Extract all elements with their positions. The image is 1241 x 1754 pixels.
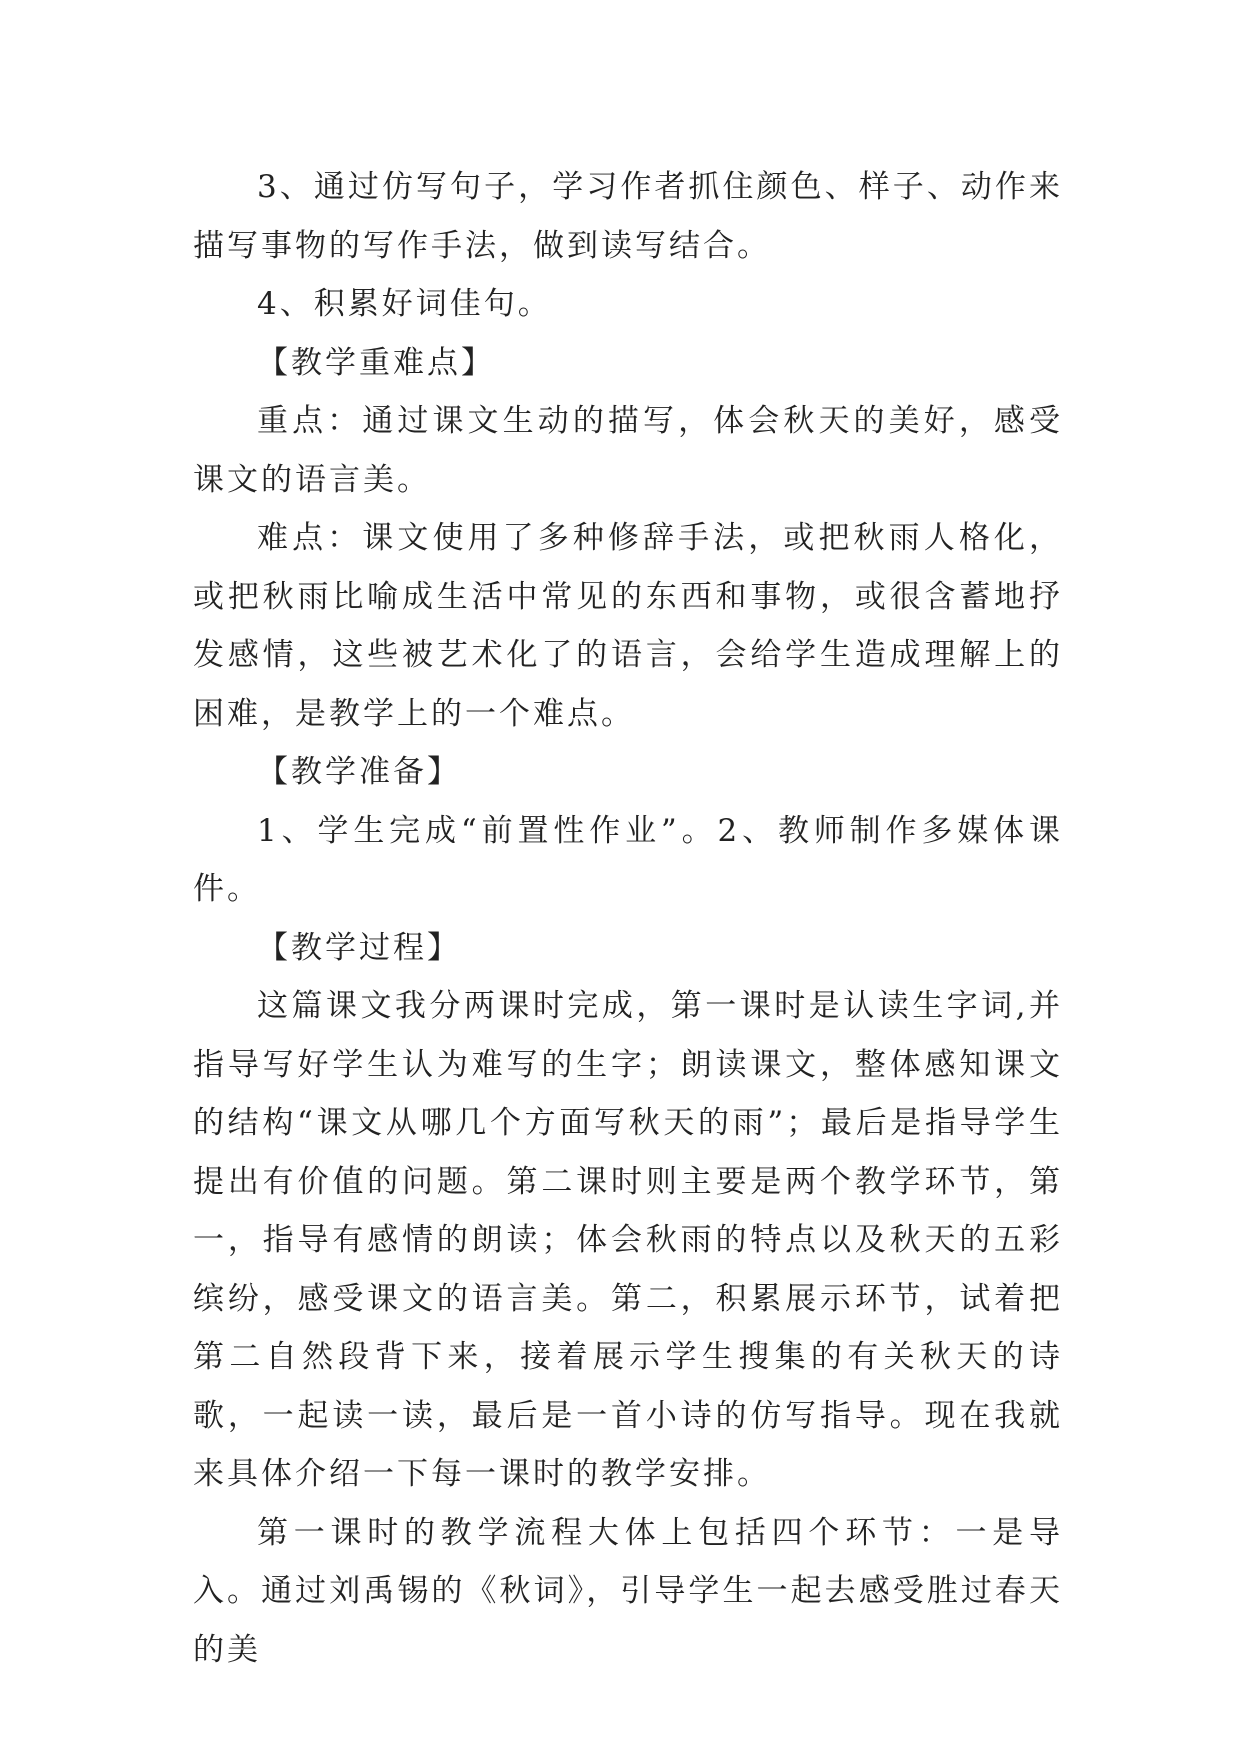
paragraph-objective-3: 3、通过仿写句子，学习作者抓住颜色、样子、动作来描写事物的写作手法，做到读写结合。 (193, 169, 1063, 264)
section-heading-key-points: 【教学重难点】 (257, 344, 495, 381)
section-heading-preparation: 【教学准备】 (257, 754, 461, 790)
paragraph-first-lesson: 第一课时的教学流程大体上包括四个环节：一是导入。通过刘禹锡的《秋词》，引导学生一起去感受胜过春天的美 (193, 1514, 1063, 1668)
paragraph-process-overview: 这篇课文我分两课时完成，第一课时是认读生字词,并指导写好学生认为难写的生字；朗读课文，整体感知课文的结构“课文从哪几个方面写秋天的雨”；最后是指导学生提出有价值的问题。第二课时则主要是两个教学环节，第一，指导有感情的朗读；体会秋雨的特点以及秋天的五彩缤纷，感受课文的语言美。第二，积累展示环节，试着把第二自然段背下来，接着展示学生搜集的有关秋天的诗歌，一起读一读，最后是一首小诗的仿写指导。现在我就来具体介绍一下每一课时的教学安排。 (193, 988, 1063, 1492)
paragraph-objective-4: 4、积累好词佳句。 (257, 286, 552, 322)
paragraph-key-point: 重点：通过课文生动的描写，体会秋天的美好，感受课文的语言美。 (193, 403, 1063, 498)
section-heading-process: 【教学过程】 (257, 929, 461, 966)
paragraph-difficulty: 难点：课文使用了多种修辞手法，或把秋雨人格化，或把秋雨比喻成生活中常见的东西和事物，或很含蓄地抒发感情，这些被艺术化了的语言，会给学生造成理解上的困难，是教学上的一个难点。 (193, 520, 1063, 732)
document-body (193, 158, 1063, 1679)
paragraph-preparation: 1、学生完成“前置性作业”。2、教师制作多媒体课件。 (193, 812, 1063, 907)
